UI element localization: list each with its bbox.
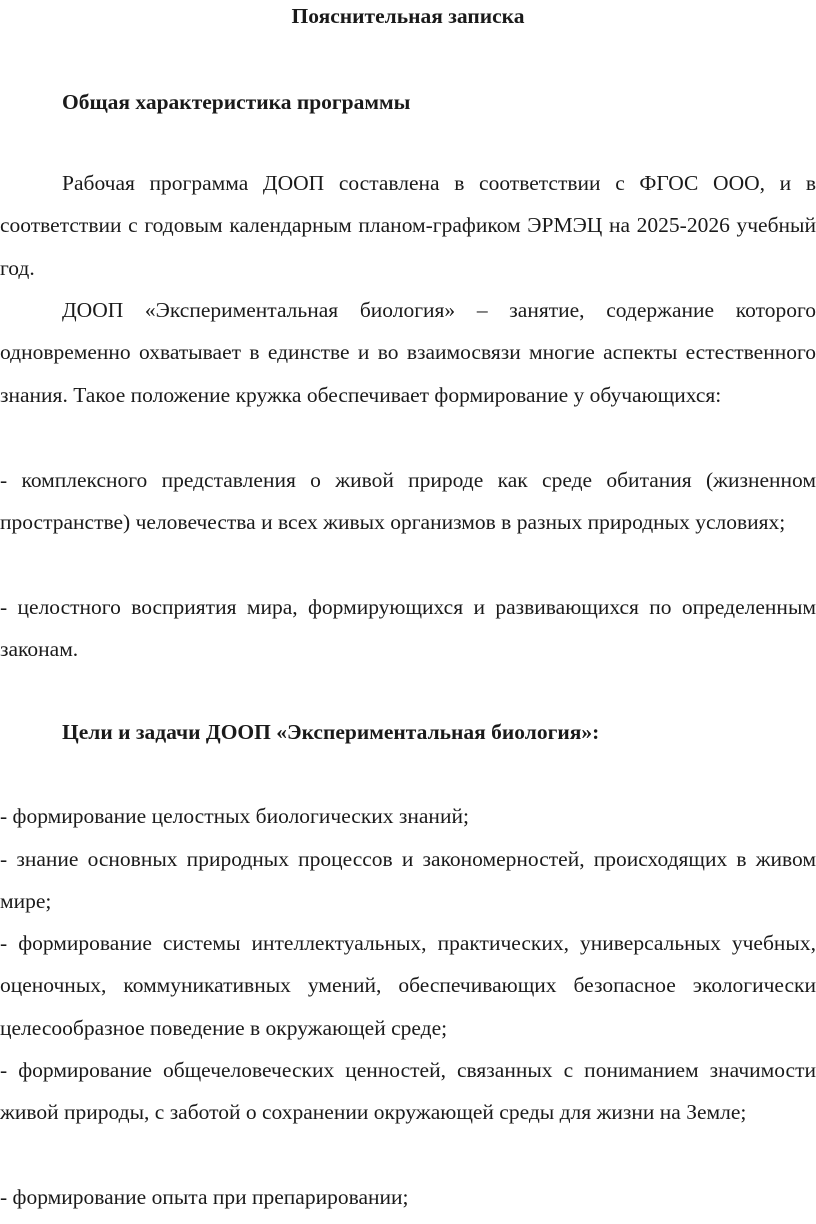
list-item-holistic-perception: - целостного восприятия мира, формирующихся и развивающихся по определенным законам. <box>0 595 816 662</box>
list-item-goal-dissection-experience: - формирование опыта при препарировании; <box>0 1185 409 1209</box>
list-item-goal-human-values: - формирование общечеловеческих ценностей, связанных с пониманием значимости живой природы, с заботой о сохранении окружающей среды для жизни на Земле; <box>0 1058 816 1125</box>
paragraph-program-description: ДООП «Экспериментальная биология» – занятие, содержание которого одновременно охватывает в единстве и во взаимосвязи многие аспекты естественного знания. Такое положение кружка обеспечивает формирование у обучающихся: <box>0 298 816 407</box>
section-heading-goals: Цели и задачи ДООП «Экспериментальная биология»: <box>62 720 600 744</box>
paragraph-program-basis: Рабочая программа ДООП составлена в соответствии с ФГОС ООО, и в соответствии с годовым календарным планом-графиком ЭРМЭЦ на 2025-2026 учебный год. <box>0 171 816 280</box>
page-title: Пояснительная записка <box>291 4 525 28</box>
section-heading-characteristics: Общая характеристика программы <box>62 90 411 114</box>
list-item-goal-natural-processes: - знание основных природных процессов и закономерностей, происходящих в живом мире; <box>0 847 816 914</box>
list-item-complex-representation: - комплексного представления о живой природе как среде обитания (жизненном пространстве) человечества и всех живых организмов в разных природных условиях; <box>0 468 816 535</box>
list-item-goal-biological-knowledge: - формирование целостных биологических знаний; <box>0 804 469 828</box>
list-item-goal-skills-system: - формирование системы интеллектуальных, практических, универсальных учебных, оценочных, коммуникативных умений, обеспечивающих безопасное экологически целесообразное поведение в окружающей среде; <box>0 931 816 1040</box>
